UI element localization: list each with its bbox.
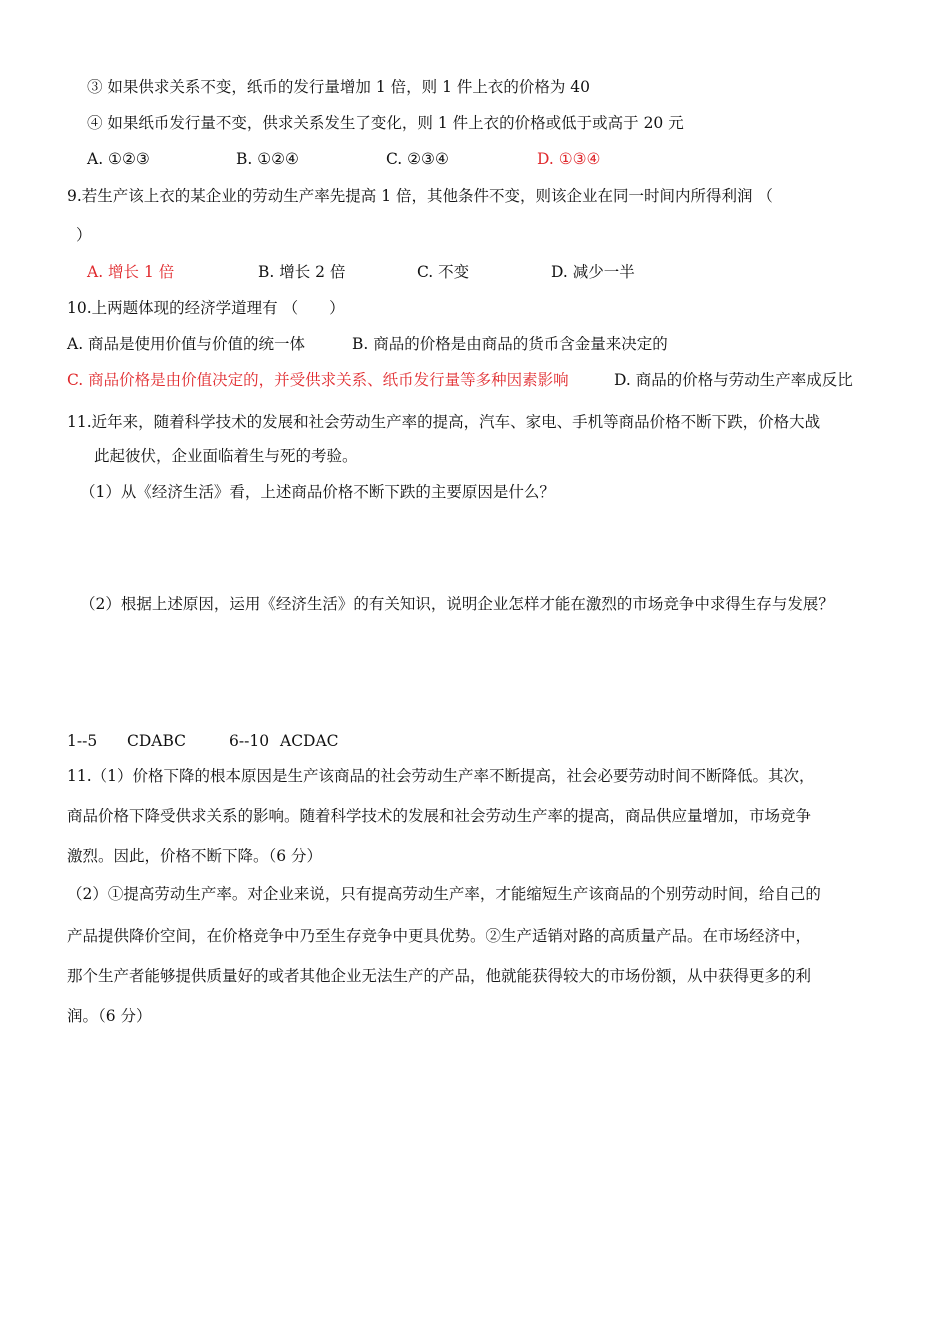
answer-key-2: ACDAC: [280, 732, 339, 750]
q10-option-c-answer: C. 商品价格是由价值决定的，并受供求关系、纸币发行量等多种因素影响: [67, 371, 569, 389]
q11-sub-question-1: （1）从《经济生活》看，上述商品价格不断下跌的主要原因是什么？: [80, 483, 555, 501]
q8-option-c: C. ②③④: [386, 150, 449, 168]
q9-option-b: B. 增长 2 倍: [258, 263, 346, 281]
answer-11-1-line-3: 激烈。因此，价格不断下降。（6 分）: [67, 847, 323, 865]
answer-11-2-line-3: 那个生产者能够提供质量好的或者其他企业无法生产的产品，他就能获得较大的市场份额，从中获得更多的利: [67, 967, 812, 985]
q11-sub-question-2: （2）根据上述原因，运用《经济生活》的有关知识，说明企业怎样才能在激烈的市场竞争中求得生存与发展？: [80, 595, 834, 613]
q10-stem: 10.上两题体现的经济学道理有 （ ）: [67, 299, 345, 317]
q10-option-b: B. 商品的价格是由商品的货币含金量来决定的: [352, 335, 668, 353]
answer-key-label-2: 6--10: [229, 732, 270, 750]
q11-stem-line-1: 11.近年来，随着科学技术的发展和社会劳动生产率的提高，汽车、家电、手机等商品价格不断下跌，价格大战: [67, 413, 821, 431]
q11-stem-line-2: 此起彼伏，企业面临着生与死的考验。: [94, 447, 358, 465]
answer-key-label-1: 1--5: [67, 732, 98, 750]
q8-item-4: ④ 如果纸币发行量不变，供求关系发生了变化，则 1 件上衣的价格或低于或高于 20 元: [87, 114, 684, 132]
answer-11-2-line-4: 润。（6 分）: [67, 1007, 152, 1025]
answer-key-1: CDABC: [127, 732, 187, 750]
q9-option-a-answer: A. 增长 1 倍: [87, 263, 175, 281]
q10-option-a: A. 商品是使用价值与价值的统一体: [67, 335, 306, 353]
q9-stem-close: ）: [76, 226, 92, 244]
q9-stem: 9.若生产该上衣的某企业的劳动生产率先提高 1 倍，其他条件不变，则该企业在同一时间内所得利润 （: [67, 187, 773, 205]
q9-option-c: C. 不变: [417, 263, 470, 281]
q8-option-a: A. ①②③: [87, 150, 150, 168]
q8-option-d-answer: D. ①③④: [537, 150, 601, 168]
answer-11-2-line-2: 产品提供降价空间，在价格竞争中乃至生存竞争中更具优势。②生产适销对路的高质量产品。在市场经济中，: [67, 927, 812, 945]
q9-option-d: D. 减少一半: [551, 263, 635, 281]
q10-option-d: D. 商品的价格与劳动生产率成反比: [614, 371, 853, 389]
q8-option-b: B. ①②④: [236, 150, 299, 168]
answer-11-1-line-2: 商品价格下降受供求关系的影响。随着科学技术的发展和社会劳动生产率的提高，商品供应量增加，市场竞争: [67, 807, 812, 825]
answer-11-2-line-1: （2）①提高劳动生产率。对企业来说，只有提高劳动生产率，才能缩短生产该商品的个别劳动时间，给自己的: [67, 885, 821, 903]
answer-11-1-line-1: 11.（1）价格下降的根本原因是生产该商品的社会劳动生产率不断提高，社会必要劳动时间不断降低。其次，: [67, 767, 815, 785]
q8-item-3: ③ 如果供求关系不变，纸币的发行量增加 1 倍，则 1 件上衣的价格为 40: [87, 78, 591, 96]
